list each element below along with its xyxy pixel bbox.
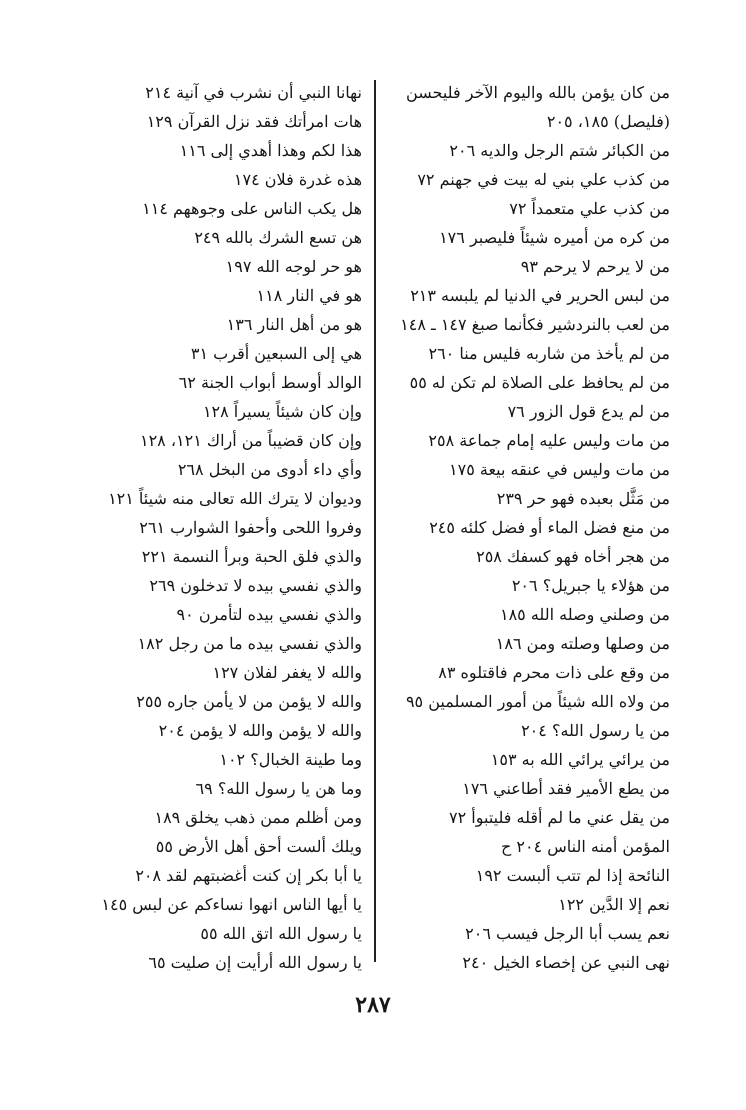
index-entry: نعم يسب أبا الرجل فيسب ٢٠٦ — [465, 924, 670, 943]
index-entry: وإن كان قضيباً من أراك ١٢١، ١٢٨ — [139, 431, 362, 450]
index-entry: من لم يحافظ على الصلاة لم تكن له ٥٥ — [409, 373, 670, 392]
index-entry: من كان يؤمن بالله واليوم الآخر فليحسن — [406, 83, 670, 102]
index-entry: من لا يرحم لا يرحم ٩٣ — [520, 257, 670, 276]
index-column-left — [62, 78, 362, 977]
index-entry: وفروا اللحى وأحفوا الشوارب ٢٦١ — [139, 518, 362, 537]
index-entry: والله لا يؤمن من لا يأمن جاره ٢٥٥ — [136, 692, 362, 711]
index-entry: والذي نفسي بيده لتأمرن ٩٠ — [176, 605, 362, 624]
index-entry: من لبس الحرير في الدنيا لم يلبسه ٢١٣ — [410, 286, 670, 305]
index-entry: من يقل عني ما لم أقله فليتبوأ ٧٢ — [449, 808, 670, 827]
index-entry: من يرائي يرائي الله به ١٥٣ — [490, 750, 670, 769]
index-entry: (فليصل) ١٨٥، ٢٠٥ — [546, 112, 670, 131]
index-entry: يا رسول الله اتق الله ٥٥ — [200, 924, 362, 943]
index-entry: يا رسول الله أرأيت إن صليت ٦٥ — [148, 953, 362, 972]
index-entry: من وقع على ذات محرم فاقتلوه ٨٣ — [438, 663, 670, 682]
index-entry: هي إلى السبعين أقرب ٣١ — [190, 344, 362, 363]
index-entry: من الكبائر شتم الرجل والديه ٢٠٦ — [449, 141, 670, 160]
page-number: ٢٨٧ — [355, 992, 391, 1018]
index-entry: من لم يدع قول الزور ٧٦ — [507, 402, 670, 421]
index-entry: نهانا النبي أن نشرب في آنية ٢١٤ — [145, 83, 362, 102]
index-entry: من هؤلاء يا جبريل؟ ٢٠٦ — [511, 576, 670, 595]
index-entry: من كذب علي متعمداً ٧٢ — [509, 199, 670, 218]
index-entry: والذي نفسي بيده ما من رجل ١٨٢ — [137, 634, 362, 653]
index-entry: هل يكب الناس على وجوههم ١١٤ — [142, 199, 362, 218]
index-entry: نهى النبي عن إخصاء الخيل ٢٤٠ — [462, 953, 670, 972]
index-entry: هذا لكم وهذا أهدي إلى ١١٦ — [179, 141, 362, 160]
index-entry: وديوان لا يترك الله تعالى منه شيئاً ١٢١ — [108, 489, 362, 508]
index-entry: والذي فلق الحبة وبرأ النسمة ٢٢١ — [141, 547, 362, 566]
index-entry: ومن أظلم ممن ذهب يخلق ١٨٩ — [154, 808, 362, 827]
index-entry: من منع فضل الماء أو فضل كلئه ٢٤٥ — [429, 518, 670, 537]
index-column-right — [370, 78, 670, 977]
index-entry: من يطع الأمير فقد أطاعني ١٧٦ — [462, 779, 670, 798]
index-entry: هو في النار ١١٨ — [256, 286, 362, 305]
index-entry: المؤمن أمنه الناس ٢٠٤ ح — [500, 837, 670, 856]
index-entry: هو حر لوجه الله ١٩٧ — [225, 257, 362, 276]
index-entry: من لم يأخذ من شاربه فليس منا ٢٦٠ — [428, 344, 670, 363]
index-entry: والله لا يغفر لفلان ١٢٧ — [212, 663, 362, 682]
index-entry: والذي نفسي بيده لا تدخلون ٢٦٩ — [149, 576, 362, 595]
index-entry: من ولاه الله شيئاً من أمور المسلمين ٩٥ — [405, 692, 670, 711]
index-entry: هذه غدرة فلان ١٧٤ — [233, 170, 362, 189]
index-entry: هو من أهل النار ١٣٦ — [226, 315, 362, 334]
index-entry: من وصلها وصلته ومن ١٨٦ — [495, 634, 670, 653]
index-entry: يا أيها الناس انهوا نساءكم عن لبس ١٤٥ — [101, 895, 362, 914]
index-entry: الوالد أوسط أبواب الجنة ٦٢ — [178, 373, 362, 392]
index-entry: من مات وليس عليه إمام جماعة ٢٥٨ — [428, 431, 670, 450]
index-entry: من كره من أميره شيئاً فليصبر ١٧٦ — [439, 228, 670, 247]
index-entry: من كذب علي بني له بيت في جهنم ٧٢ — [417, 170, 670, 189]
index-entry: وأي داء أدوى من البخل ٢٦٨ — [177, 460, 362, 479]
index-entry: نعم إلا الدَّين ١٢٢ — [558, 895, 670, 914]
index-entry: من مَثَّل بعبده فهو حر ٢٣٩ — [496, 489, 670, 508]
index-entry: من يا رسول الله؟ ٢٠٤ — [521, 721, 670, 740]
index-entry: وما طينة الخبال؟ ١٠٢ — [219, 750, 362, 769]
index-entry: وما هن يا رسول الله؟ ٦٩ — [195, 779, 362, 798]
index-entry: من وصلني وصله الله ١٨٥ — [499, 605, 670, 624]
index-entry: من لعب بالنردشير فكأنما صبغ ١٤٧ ـ ١٤٨ — [400, 315, 670, 334]
index-entry: هن تسع الشرك بالله ٢٤٩ — [194, 228, 362, 247]
index-entry: هات امرأتك فقد نزل القرآن ١٢٩ — [146, 112, 362, 131]
column-divider — [374, 80, 376, 962]
index-entry: من مات وليس في عنقه بيعة ١٧٥ — [449, 460, 670, 479]
index-entry: يا أبا بكر إن كنت أغضبتهم لقد ٢٠٨ — [135, 866, 362, 885]
index-entry: والله لا يؤمن والله لا يؤمن ٢٠٤ — [158, 721, 362, 740]
index-entry: من هجر أخاه فهو كسفك ٢٥٨ — [476, 547, 670, 566]
index-entry: النائحة إذا لم تتب ألبست ١٩٢ — [475, 866, 670, 885]
index-entry: وإن كان شيئاً يسيراً ١٢٨ — [202, 402, 362, 421]
index-entry: ويلك ألست أحق أهل الأرض ٥٥ — [155, 837, 362, 856]
